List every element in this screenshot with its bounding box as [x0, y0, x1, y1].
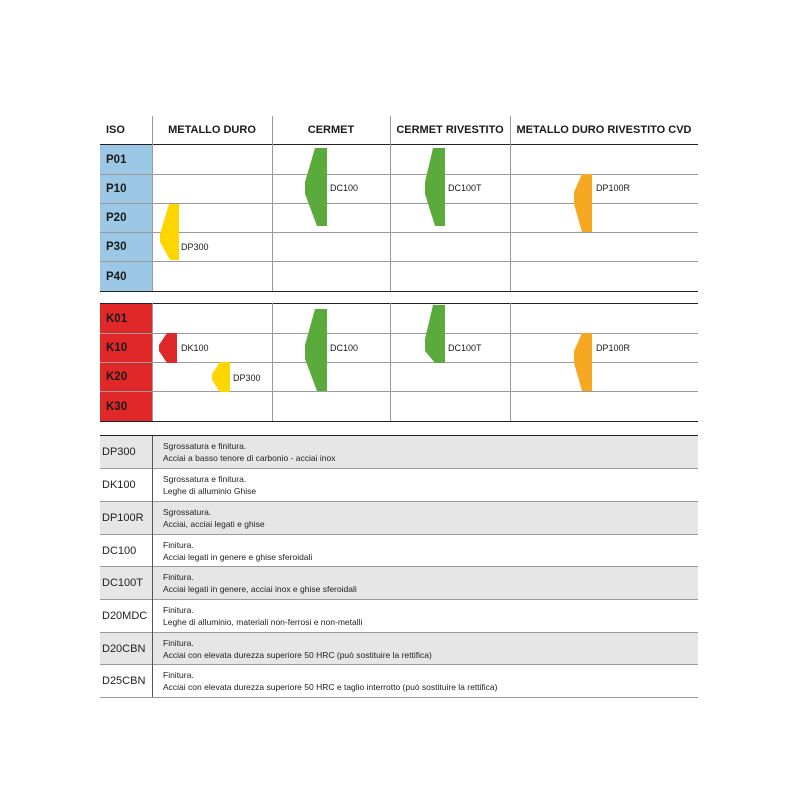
marker-label-dc100t-k: DC100T	[448, 343, 482, 353]
desc-text	[163, 637, 432, 661]
desc-line-1: Sgrossatura.	[163, 507, 212, 517]
column-divider	[510, 116, 511, 291]
group-rule	[100, 291, 698, 292]
desc-text	[163, 539, 312, 563]
marker-label-dp100r-p: DP100R	[596, 183, 631, 193]
desc-text	[163, 473, 256, 497]
desc-code: DP100R	[102, 512, 144, 524]
iso-cell-p30: P30	[100, 233, 152, 261]
desc-line-1: Finitura.	[163, 572, 194, 582]
marker-label-dp300-k: DP300	[233, 373, 261, 383]
header-iso: ISO	[106, 124, 125, 136]
desc-text	[163, 571, 357, 595]
marker-dc100-p	[303, 148, 329, 226]
row-divider	[100, 174, 698, 175]
header-cermet-rivestito: CERMET RIVESTITO	[396, 124, 504, 136]
header-metallo-duro: METALLO DURO	[168, 124, 256, 136]
desc-line-1: Finitura.	[163, 605, 194, 615]
row-divider	[100, 203, 698, 204]
marker-dp300-k	[210, 362, 232, 392]
desc-code: DK100	[102, 479, 136, 491]
header-rule	[100, 144, 698, 145]
desc-line-2: Acciai con elevata durezza superiore 50 HRC e taglio interrotto (può sostituire la rettifica)	[163, 682, 498, 692]
marker-label-dp100r-k: DP100R	[596, 343, 631, 353]
desc-line-2: Acciai legati in genere, acciai inox e ghise sferoidali	[163, 584, 357, 594]
marker-label-dc100t-p: DC100T	[448, 183, 482, 193]
group-rule	[100, 303, 698, 304]
marker-label-dp300-p: DP300	[181, 242, 209, 252]
desc-line-1: Sgrossatura e finitura.	[163, 474, 247, 484]
desc-line-2: Leghe di alluminio, materiali non-ferrosi e non-metalli	[163, 617, 363, 627]
desc-line-1: Finitura.	[163, 638, 194, 648]
desc-code: D20CBN	[102, 643, 146, 655]
row-divider	[100, 232, 698, 233]
iso-cell-p20: P20	[100, 204, 152, 232]
desc-row-dc100	[100, 535, 698, 566]
desc-line-1: Sgrossatura e finitura.	[163, 441, 247, 451]
row-divider	[100, 261, 698, 262]
marker-dc100t-p	[423, 148, 447, 226]
desc-text	[163, 604, 362, 628]
column-divider	[390, 303, 391, 421]
desc-line-2: Acciai, acciai legati e ghise	[163, 519, 265, 529]
marker-dp100r-k	[572, 333, 594, 391]
desc-code: DC100	[102, 545, 137, 557]
row-divider	[100, 362, 698, 363]
desc-line-2: Acciai con elevata durezza superiore 50 HRC (può sostituire la rettifica)	[163, 650, 432, 660]
iso-cell-p01: P01	[100, 145, 152, 174]
column-divider	[272, 116, 273, 291]
iso-cell-k20: K20	[100, 363, 152, 391]
row-divider	[100, 697, 698, 698]
desc-line-1: Finitura.	[163, 540, 194, 550]
header-cermet: CERMET	[307, 124, 355, 136]
desc-line-1: Finitura.	[163, 670, 194, 680]
group-rule	[100, 421, 698, 422]
desc-code: DP300	[102, 446, 136, 458]
desc-code: DC100T	[102, 577, 143, 589]
desc-row-dp300	[100, 436, 698, 468]
desc-row-dp100r	[100, 502, 698, 534]
column-divider	[390, 116, 391, 291]
desc-row-dc100t	[100, 567, 698, 599]
desc-text	[163, 440, 335, 464]
iso-cell-p40: P40	[100, 262, 152, 291]
marker-dc100-k	[303, 309, 329, 391]
column-divider	[152, 303, 153, 421]
desc-line-2: Acciai legati in genere e ghise sferoidali	[163, 552, 313, 562]
desc-line-2: Acciai a basso tenore di carbonio - acciai inox	[163, 453, 336, 463]
column-divider	[272, 303, 273, 421]
marker-dc100t-k	[423, 305, 447, 363]
desc-code: D20MDC	[102, 610, 148, 622]
column-divider	[510, 303, 511, 421]
desc-row-dk100	[100, 469, 698, 501]
row-divider	[100, 391, 698, 392]
desc-text	[163, 669, 498, 693]
desc-line-2: Leghe di alluminio Ghise	[163, 486, 257, 496]
iso-cell-k10: K10	[100, 334, 152, 362]
row-divider	[100, 333, 698, 334]
iso-cell-k01: K01	[100, 304, 152, 333]
desc-row-d20mdc	[100, 600, 698, 632]
iso-cell-k30: K30	[100, 392, 152, 421]
marker-dp100r-p	[572, 174, 594, 232]
desc-column-divider	[152, 436, 153, 697]
marker-label-dc100-k: DC100	[330, 343, 359, 353]
header-metallo-duro-rivestito-cvd: METALLO DURO RIVESTITO CVD	[516, 124, 692, 136]
desc-text	[163, 506, 265, 530]
desc-row-d25cbn	[100, 665, 698, 697]
marker-dp300-p	[157, 204, 181, 260]
column-divider	[152, 116, 153, 291]
iso-cell-p10: P10	[100, 175, 152, 203]
desc-row-d20cbn	[100, 633, 698, 664]
marker-label-dc100-p: DC100	[330, 183, 359, 193]
marker-dk100-k	[157, 333, 179, 363]
marker-label-dk100-k: DK100	[181, 343, 209, 353]
desc-code: D25CBN	[102, 675, 146, 687]
